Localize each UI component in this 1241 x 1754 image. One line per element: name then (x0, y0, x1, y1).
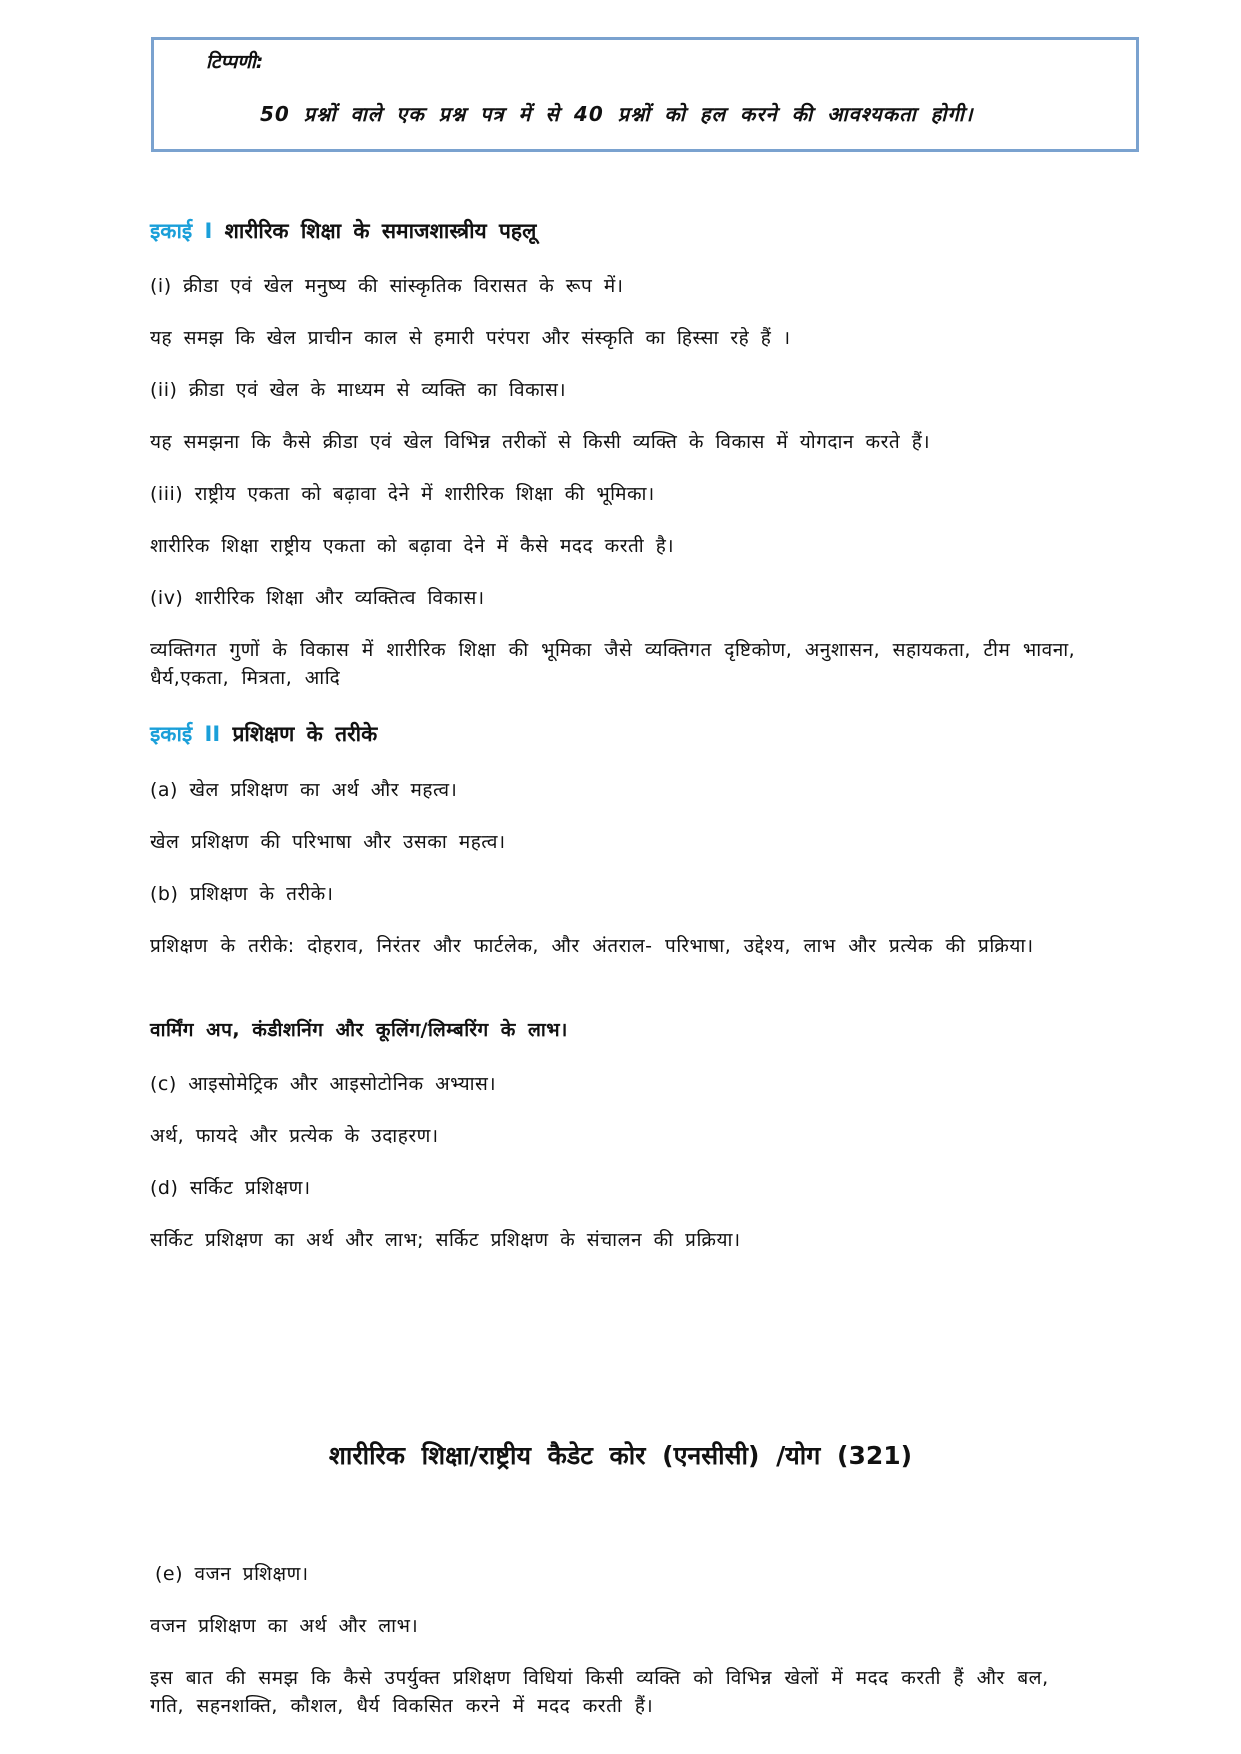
note-label: टिप्पणी: (206, 51, 264, 73)
page-footer-title: शारीरिक शिक्षा/राष्ट्रीय कैडेट कोर (एनसीसी) /योग (321) (328, 1441, 913, 1470)
unit2-line-2: खेल प्रशिक्षण की परिभाषा और उसका महत्व। (150, 831, 506, 853)
unit1-line-5: (iii) राष्ट्रीय एकता को बढ़ावा देने में शारीरिक शिक्षा की भूमिका। (150, 483, 655, 505)
unit1-line-1: (i) क्रीडा एवं खेल मनुष्य की सांस्कृतिक विरासत के रूप में। (150, 275, 624, 297)
unit1-heading (150, 217, 536, 245)
unit2-line-9: सर्किट प्रशिक्षण का अर्थ और लाभ; सर्किट प्रशिक्षण के संचालन की प्रक्रिया। (150, 1229, 741, 1251)
unit2-title: प्रशिक्षण के तरीके (232, 722, 378, 746)
note-text: 50 प्रश्नों वाले एक प्रश्न पत्र में से 40 प्रश्नों को हल करने की आवश्यकता होगी। (260, 102, 974, 126)
unit2-line-4: प्रशिक्षण के तरीके: दोहराव, निरंतर और फार्टलेक, और अंतराल- परिभाषा, उद्देश्य, लाभ और प्रत्येक की प्रक्रिया। (150, 935, 1034, 957)
continuation-line-2: वजन प्रशिक्षण का अर्थ और लाभ। (150, 1615, 419, 1637)
unit1-line-8: व्यक्तिगत गुणों के विकास में शारीरिक शिक्षा की भूमिका जैसे व्यक्तिगत दृष्टिकोण, अनुशासन, सहायकता, टीम भावना, धैर्य,एकता, मित्रता, आदि (150, 639, 1076, 689)
unit1-title: शारीरिक शिक्षा के समाजशास्त्रीय पहलू (224, 219, 537, 243)
unit2-line-6: (c) आइसोमेट्रिक और आइसोटोनिक अभ्यास। (150, 1073, 497, 1095)
unit1-line-7: (iv) शारीरिक शिक्षा और व्यक्तित्व विकास। (150, 587, 485, 609)
unit2-line-1: (a) खेल प्रशिक्षण का अर्थ और महत्व। (150, 779, 458, 801)
unit2-tag: इकाई II (150, 722, 221, 746)
unit1-tag: इकाई I (150, 219, 213, 243)
unit2-line-3: (b) प्रशिक्षण के तरीके। (150, 883, 334, 905)
continuation-line-1: (e) वजन प्रशिक्षण। (155, 1563, 309, 1585)
note-box (151, 37, 1139, 152)
unit1-line-6: शारीरिक शिक्षा राष्ट्रीय एकता को बढ़ावा देने में कैसे मदद करती है। (150, 535, 675, 557)
unit2-line-5: वार्मिंग अप, कंडीशनिंग और कूलिंग/लिम्बरिंग के लाभ। (150, 1019, 568, 1041)
unit2-line-7: अर्थ, फायदे और प्रत्येक के उदाहरण। (150, 1125, 439, 1147)
continuation-line-3: इस बात की समझ कि कैसे उपर्युक्त प्रशिक्षण विधियां किसी व्यक्ति को विभिन्न खेलों में मदद करती हैं और बल, गति, सहनशक्ति, कौशल, धैर्य विकसित करने में मदद करती हैं। (150, 1667, 1049, 1717)
unit1-line-2: यह समझ कि खेल प्राचीन काल से हमारी परंपरा और संस्कृति का हिस्सा रहे हैं । (150, 327, 791, 349)
unit1-line-4: यह समझना कि कैसे क्रीडा एवं खेल विभिन्न तरीकों से किसी व्यक्ति के विकास में योगदान करते हैं। (150, 431, 931, 453)
unit1-line-3: (ii) क्रीडा एवं खेल के माध्यम से व्यक्ति का विकास। (150, 379, 567, 401)
unit2-line-8: (d) सर्किट प्रशिक्षण। (150, 1177, 311, 1199)
unit2-heading (150, 720, 377, 748)
